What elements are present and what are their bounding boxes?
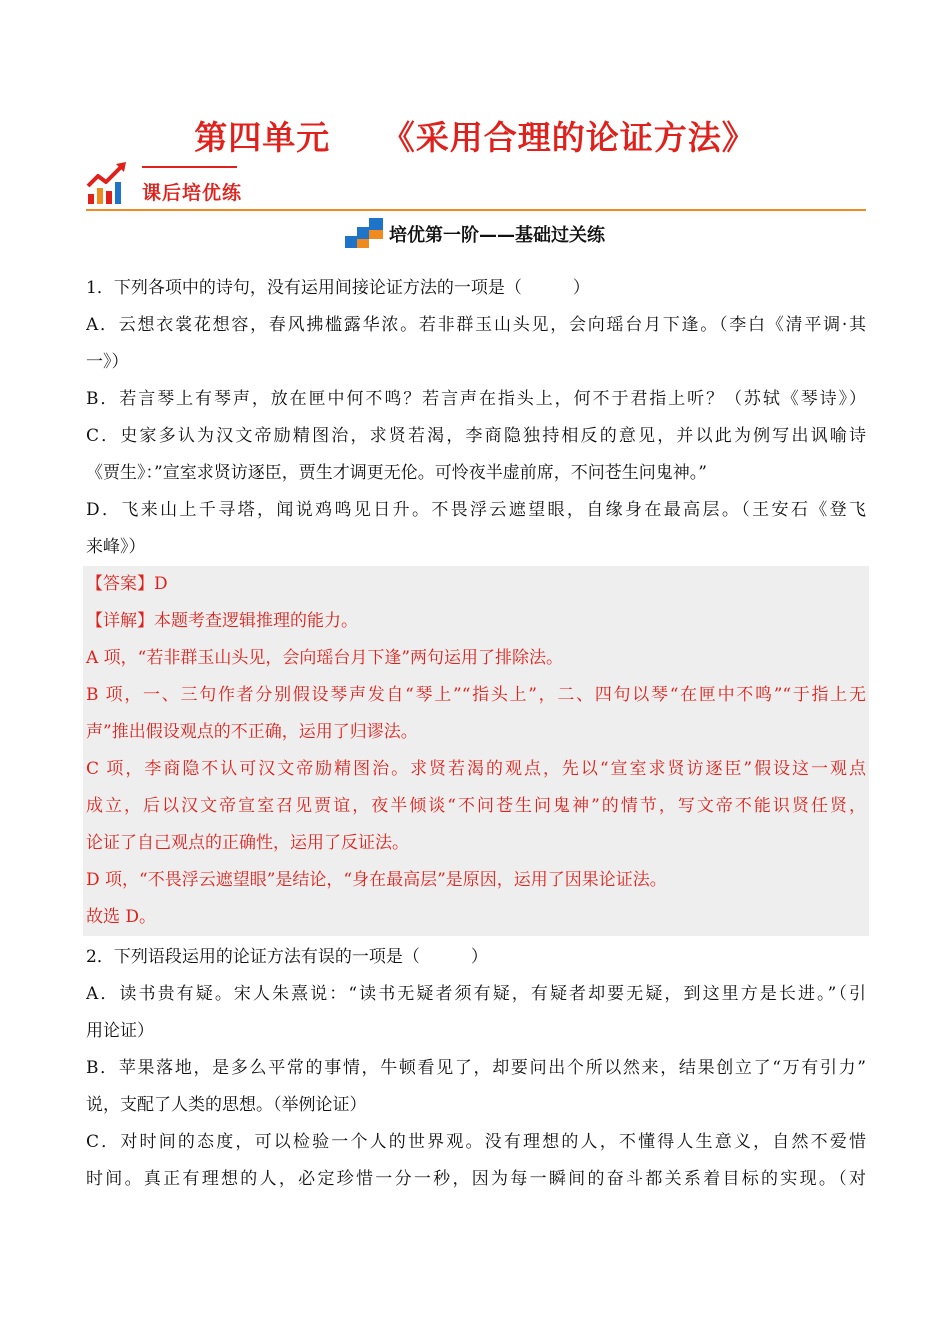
answer-detail: 【详解】本题考查逻辑推理的能力。 (86, 611, 358, 631)
q1-option-b: B．若言琴上有琴声，放在匣中何不鸣？若言声在指头上，何不于君指上听？（苏轼《琴诗》） (86, 389, 866, 409)
growth-chart-icon (86, 160, 130, 206)
q2-option-c-cont: 时间。真正有理想的人，必定珍惜一分一秒，因为每一瞬间的奋斗都关系着目标的实现。（对 (86, 1169, 866, 1189)
q1-option-a: A．云想衣裳花想容，春风拂槛露华浓。若非群玉山头见，会向瑶台月下逢。（李白《清平调·其 (86, 315, 866, 335)
answer-c: C 项，李商隐不认可汉文帝励精图治。求贤若渴的观点，先以“宣室求贤访逐臣”假设这一观点 (86, 759, 866, 779)
question-2-stem: 2．下列语段运用的论证方法有误的一项是（ ） (86, 947, 488, 967)
q1-option-d-cont: 来峰》） (86, 537, 146, 557)
answer-c-cont: 成立，后以汉文帝宣室召见贾谊，夜半倾谈“不问苍生问鬼神”的情节，写文帝不能识贤任贤， (86, 796, 866, 816)
q2-option-a: A．读书贵有疑。宋人朱熹说：“读书无疑者须有疑，有疑者却要无疑，到这里方是长进。”（引 (86, 984, 866, 1004)
answer-b-cont: 声”推出假设观点的不正确，运用了归谬法。 (86, 722, 418, 742)
q1-option-c: C．史家多认为汉文帝励精图治，求贤若渴，李商隐独持相反的意见，并以此为例写出讽喻诗 (86, 426, 866, 446)
homework-banner (86, 160, 866, 212)
question-1-stem: 1．下列各项中的诗句，没有运用间接论证方法的一项是（ ） (86, 278, 590, 298)
banner-label: 课后培优练 (142, 182, 243, 204)
q1-option-c-cont: 《贾生》：”宣室求贤访逐臣，贾生才调更无伦。可怜夜半虚前席，不问苍生问鬼神。” (86, 463, 707, 483)
page-title: 第四单元 《采用合理的论证方法》 (194, 118, 756, 157)
question-content (86, 270, 866, 1198)
section-title: 培优第一阶——基础过关练 (389, 225, 605, 246)
answer-b: B 项，一、三句作者分别假设琴声发自“琴上”“指头上”，二、四句以琴“在匣中不鸣”“于指上无 (86, 685, 866, 705)
stairs-icon (345, 218, 383, 248)
answer-c-cont2: 论证了自己观点的正确性，运用了反证法。 (86, 833, 409, 853)
section-heading (0, 218, 950, 252)
q1-option-d: D．飞来山上千寻塔，闻说鸡鸣见日升。不畏浮云遮望眼，自缘身在最高层。（王安石《登飞 (86, 500, 866, 520)
q2-option-b-cont: 说，支配了人类的思想。（举例论证） (86, 1095, 367, 1115)
banner-accent-line (142, 166, 237, 168)
banner-divider (86, 209, 866, 211)
answer-key: 【答案】D (86, 574, 168, 594)
q2-option-c: C．对时间的态度，可以检验一个人的世界观。没有理想的人，不懂得人生意义，自然不爱惜 (86, 1132, 866, 1152)
q2-option-b: B．苹果落地，是多么平常的事情，牛顿看见了，却要问出个所以然来，结果创立了“万有引力” (86, 1058, 866, 1078)
q1-option-a-cont: 一》） (86, 352, 129, 372)
q2-option-a-cont: 用论证） (86, 1021, 154, 1041)
answer-a: A 项，“若非群玉山头见，会向瑶台月下逢”两句运用了排除法。 (86, 648, 564, 668)
answer-block-1 (83, 566, 869, 936)
answer-d: D 项，“不畏浮云遮望眼”是结论，“身在最高层”是原因，运用了因果论证法。 (86, 870, 667, 890)
answer-conclusion: 故选 D。 (86, 907, 157, 927)
